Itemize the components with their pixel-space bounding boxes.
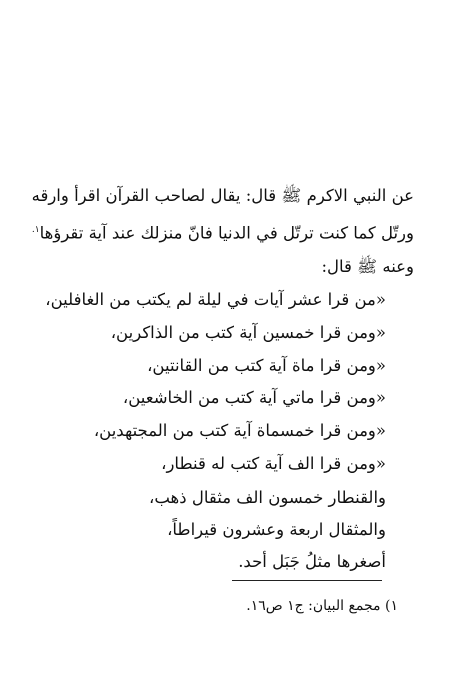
footnote: ١) مجمع البيان: ج١ ص١٦. xyxy=(246,598,398,614)
hadith-line: والمثقال اربعة وعشرون قيراطاً، xyxy=(167,520,386,539)
hadith-line: والقنطار خمسون الف مثقال ذهب، xyxy=(149,488,386,507)
hadith-line: «ومن قرا خمسماة آية كتب من المجتهدين، xyxy=(93,421,386,440)
intro-line-2-text: ورتّل كما كنت ترتّل في الدنيا فانّ منزلك عند آية تقرؤها xyxy=(39,223,414,243)
intro-line-1: عن النبي الاكرم ﷺ قال: يقال لصاحب القرآن اقرأ وارقه xyxy=(31,186,414,205)
hadith-line: «ومن قرا خمسين آية كتب من الذاكرين، xyxy=(110,323,386,342)
hadith-line: «ومن قرا ماة آية كتب من القانتين، xyxy=(147,356,386,375)
footnote-divider xyxy=(232,580,382,581)
hadith-line: «من قرا عشر آيات في ليلة لم يكتب من الغافلين، xyxy=(45,290,386,309)
intro-line-3: وعنه ﷺ قال: xyxy=(321,257,414,276)
hadith-line: «ومن قرا الف آية كتب له قنطار، xyxy=(161,454,386,473)
footnote-reference: ١. xyxy=(31,225,40,235)
hadith-line: «ومن قرا ماتي آية كتب من الخاشعين، xyxy=(122,388,386,407)
intro-line-2 xyxy=(32,219,414,245)
hadith-line: أصغرها مثلُ جَبَل أحد. xyxy=(238,552,386,571)
